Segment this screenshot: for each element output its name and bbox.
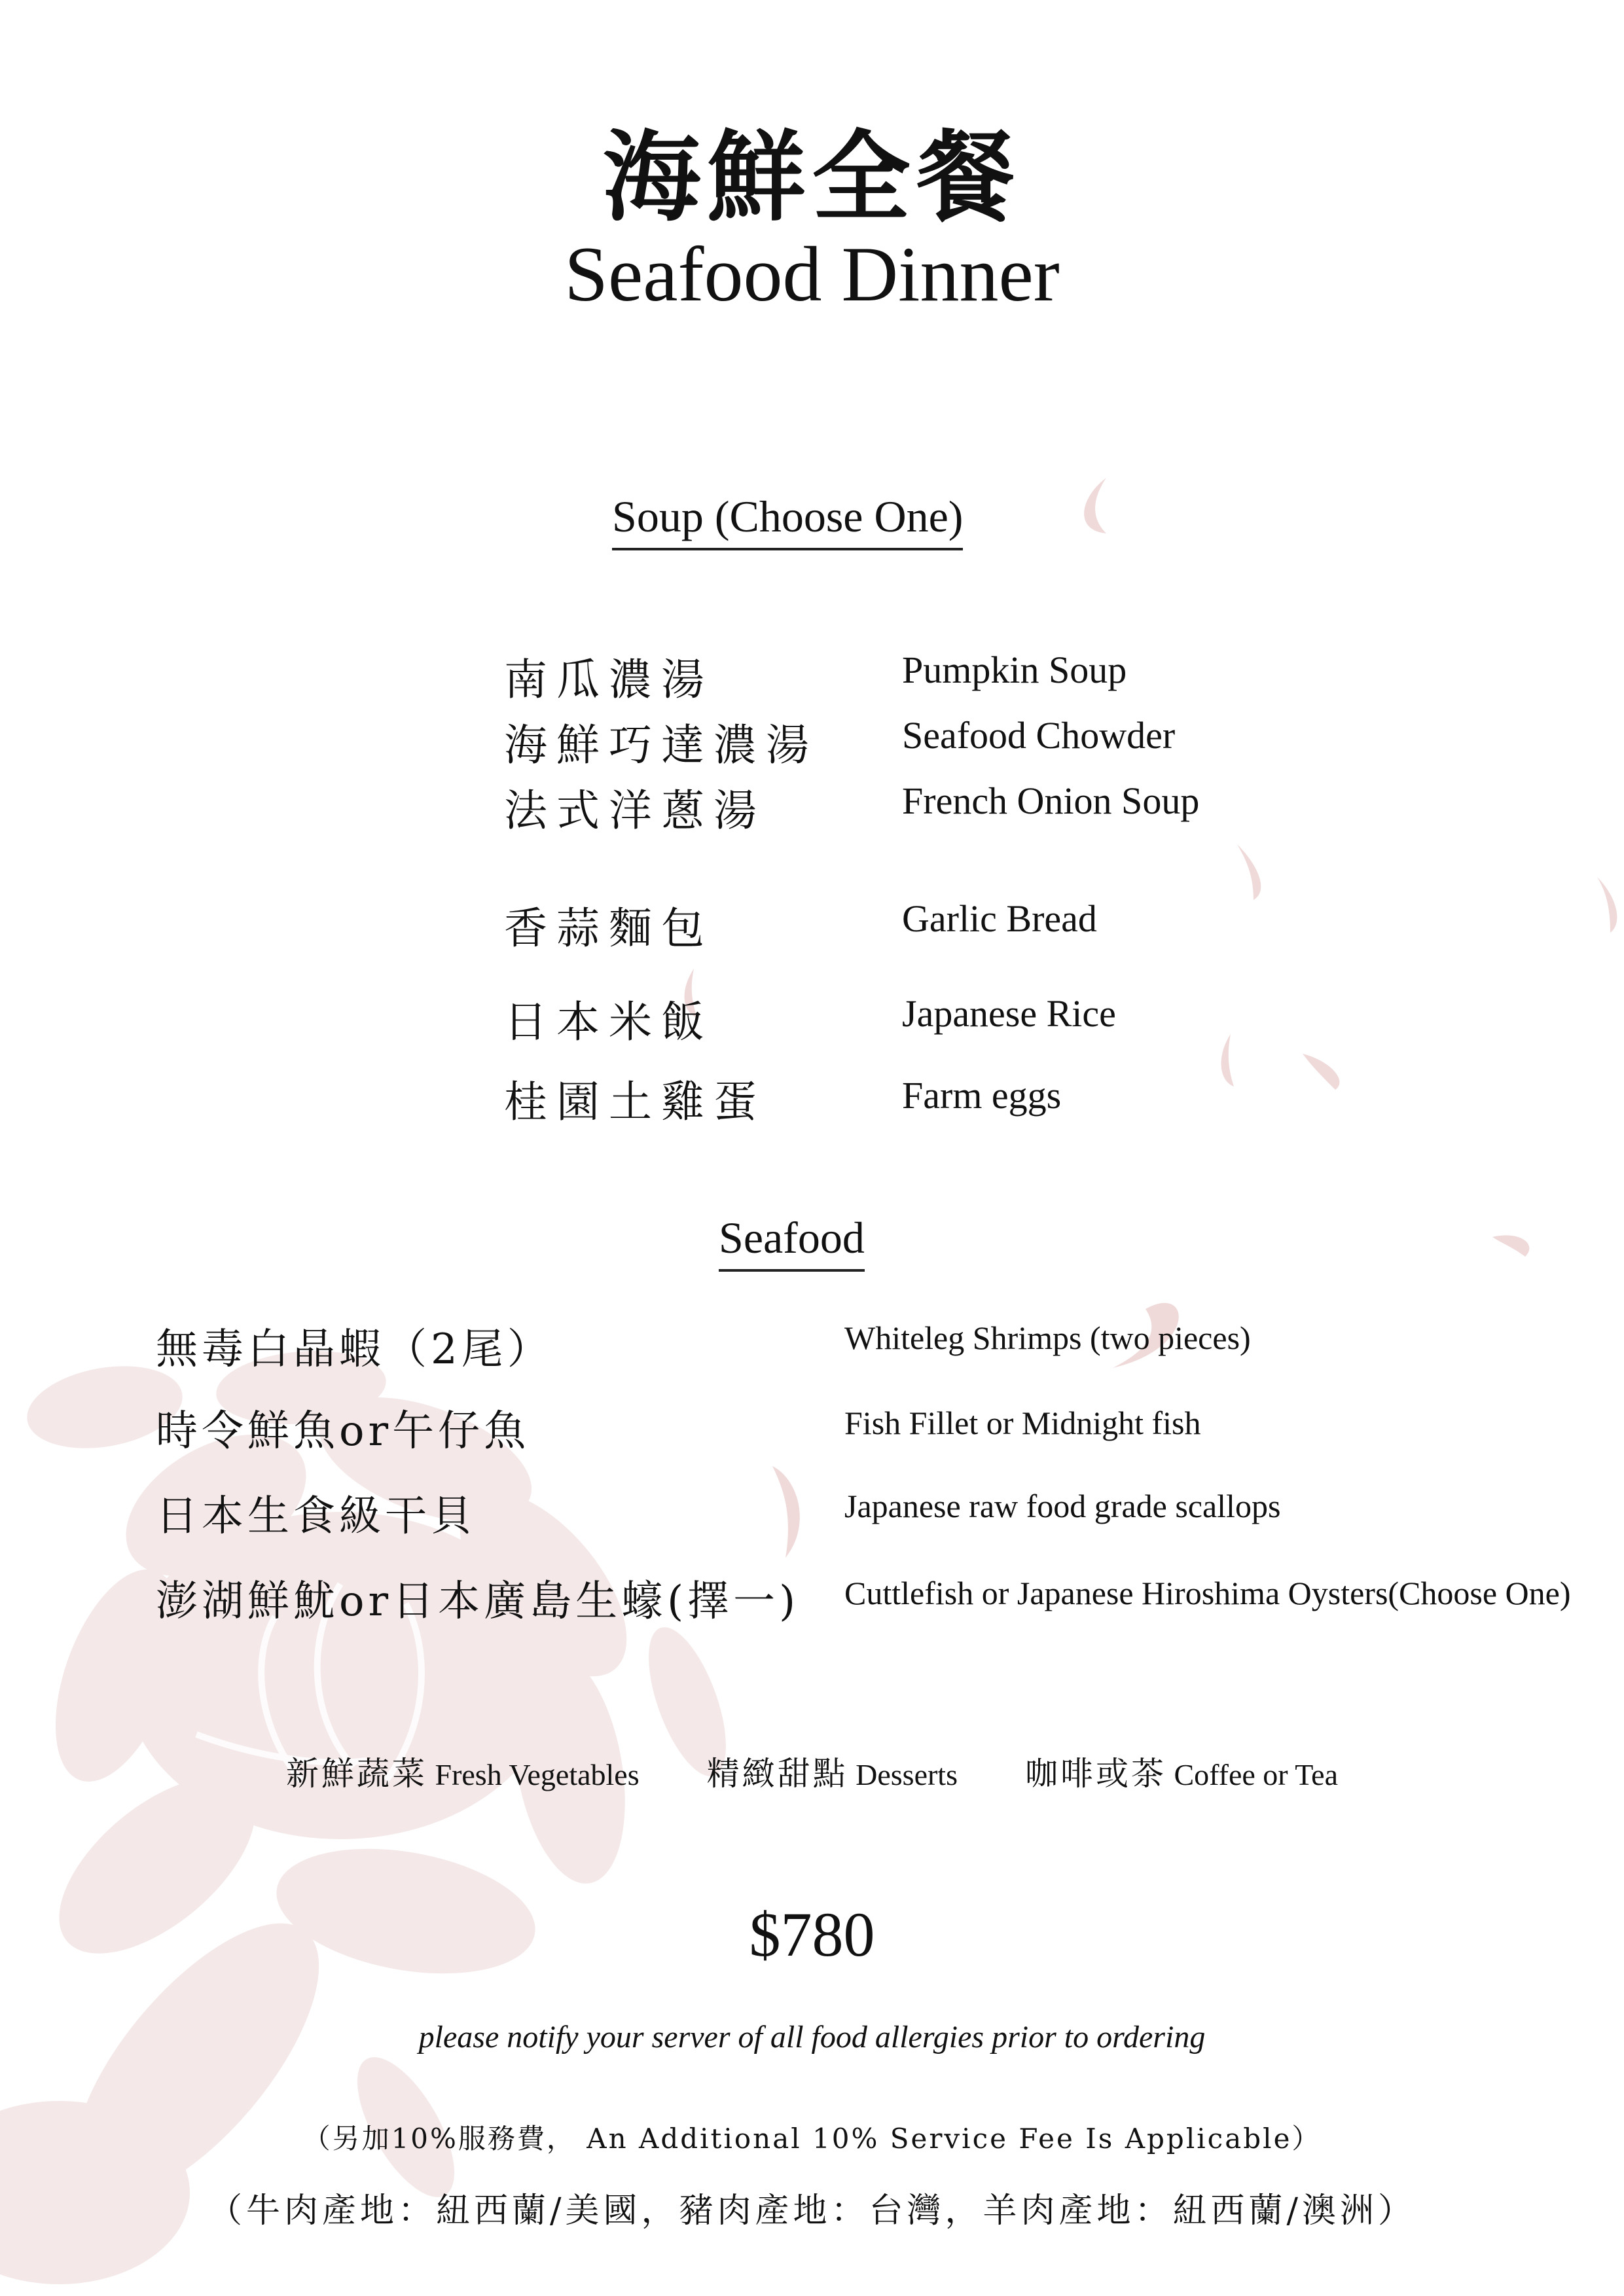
seafood-item-en: Fish Fillet or Midnight fish — [844, 1405, 1201, 1441]
extras-line — [0, 1748, 1624, 1795]
extra-item-en: Coffee or Tea — [1174, 1758, 1339, 1791]
seafood-item-zh: 時令鮮魚or午仔魚 — [156, 1407, 530, 1456]
side-item-en: Farm eggs — [902, 1074, 1062, 1117]
title-chinese: 海鮮全餐 — [602, 120, 1022, 235]
soup-item-en: French Onion Soup — [902, 780, 1200, 822]
price: $780 — [749, 1899, 875, 1969]
seafood-item-en: Cuttlefish or Japanese Hiroshima Oysters(Choose One) — [844, 1575, 1571, 1611]
side-item-en: Garlic Bread — [902, 897, 1097, 940]
service-fee-note: （另加10%服務費， An Additional 10% Service Fee Is Applicable） — [302, 2123, 1322, 2155]
allergy-note: please notify your server of all food allergies prior to ordering — [418, 2020, 1206, 2054]
extra-item-zh: 咖啡或茶 — [1024, 1755, 1166, 1793]
extra-item-en: Fresh Vegetables — [435, 1758, 640, 1791]
seafood-item-en: Japanese raw food grade scallops — [844, 1488, 1281, 1524]
soup-heading-text: Soup (Choose One) — [612, 491, 963, 550]
seafood-section-heading — [719, 1212, 865, 1272]
soup-item-en: Seafood Chowder — [902, 714, 1176, 757]
side-item-zh: 桂園土雞蛋 — [504, 1077, 766, 1127]
seafood-item-zh: 澎湖鮮魷or日本廣島生蠔(擇一) — [156, 1577, 800, 1626]
soup-item-zh: 海鮮巧達濃湯 — [504, 720, 818, 770]
side-item-zh: 日本米飯 — [504, 997, 713, 1047]
seafood-item-zh: 無毒白晶蝦（2尾） — [156, 1325, 553, 1374]
soup-section-heading — [612, 491, 963, 550]
soup-item-zh: 法式洋蔥湯 — [504, 785, 766, 836]
extra-item-zh: 精緻甜點 — [706, 1755, 848, 1793]
extra-item-zh: 新鮮蔬菜 — [285, 1755, 427, 1793]
title-english: Seafood Dinner — [564, 230, 1060, 317]
soup-item-en: Pumpkin Soup — [902, 649, 1127, 691]
side-item-zh: 香蒜麵包 — [504, 903, 713, 954]
side-item-en: Japanese Rice — [902, 992, 1116, 1035]
seafood-item-en: Whiteleg Shrimps (two pieces) — [844, 1319, 1251, 1356]
extra-item-en: Desserts — [856, 1758, 958, 1791]
meat-origin-note: （牛肉產地：紐西蘭/美國，豬肉產地：台灣，羊肉產地：紐西蘭/澳洲） — [208, 2191, 1416, 2231]
seafood-item-zh: 日本生食級干貝 — [156, 1492, 477, 1541]
seafood-heading-text: Seafood — [719, 1212, 865, 1272]
soup-item-zh: 南瓜濃湯 — [504, 655, 713, 705]
